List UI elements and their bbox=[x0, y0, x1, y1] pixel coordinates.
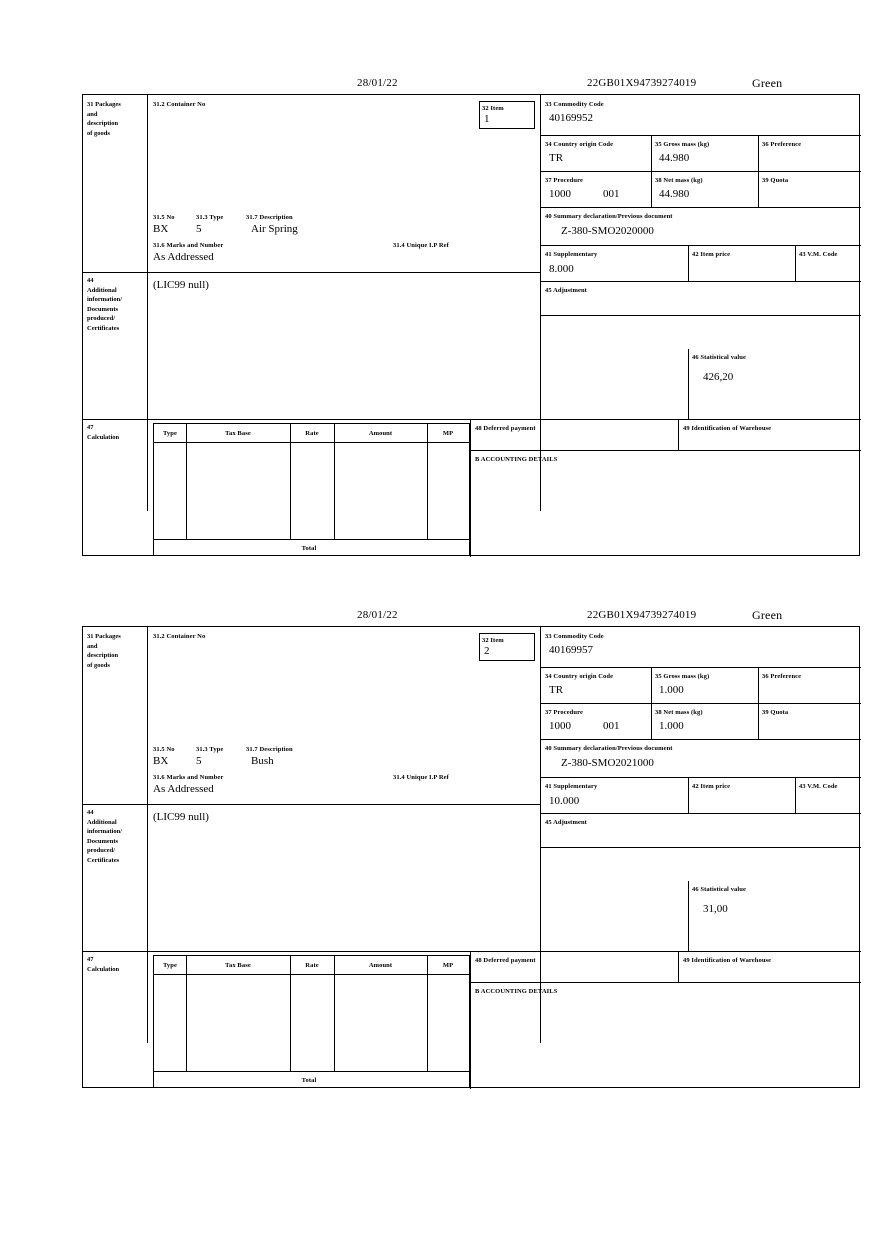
field-32-value-2[interactable]: 2 bbox=[484, 645, 490, 657]
field-48-label: 48 Deferred payment bbox=[475, 425, 536, 432]
calc-col-div-1-2 bbox=[186, 956, 187, 1071]
field-47-label-2: 47 Calculation bbox=[87, 956, 120, 973]
field-31-6-value-2[interactable]: As Addressed bbox=[153, 783, 214, 795]
field-32-value[interactable]: 1 bbox=[484, 113, 490, 125]
field-34-value[interactable]: TR bbox=[549, 152, 564, 164]
field-31-5-label-2: 31.5 No bbox=[153, 746, 175, 753]
field-31-5-value[interactable]: BX bbox=[153, 223, 169, 235]
field-31-5-label: 31.5 No bbox=[153, 214, 175, 221]
divider-left-column bbox=[147, 95, 148, 511]
field-39-label: 39 Quota bbox=[762, 177, 789, 184]
field-46-value[interactable]: 426,20 bbox=[703, 371, 734, 383]
field-34-value-2[interactable]: TR bbox=[549, 684, 564, 696]
divider-41-45-2 bbox=[540, 813, 861, 814]
divider-46-left bbox=[688, 349, 689, 419]
field-38-value-2[interactable]: 1.000 bbox=[659, 720, 684, 732]
calc-col-div-4-2 bbox=[427, 956, 428, 1071]
field-36-label: 36 Preference bbox=[762, 141, 802, 148]
field-31-6-label: 31.6 Marks and Number bbox=[153, 242, 224, 249]
calc-total-label: Total bbox=[301, 545, 317, 552]
calc-col-div-1 bbox=[186, 424, 187, 539]
calc-header-rate-2: Rate bbox=[305, 962, 319, 969]
divider-40-41-2 bbox=[540, 777, 861, 778]
divider-45-46-2 bbox=[540, 847, 861, 848]
field-31-2-value[interactable] bbox=[153, 111, 483, 125]
field-31-2-label: 31.2 Container No bbox=[153, 101, 206, 108]
calc-col-div-3-2 bbox=[334, 956, 335, 1071]
divider-dotted bbox=[540, 349, 541, 419]
divider-34-37-2 bbox=[540, 703, 861, 704]
field-31-4-label-2: 31.4 Unique I.P Ref bbox=[393, 774, 449, 781]
field-40-label: 40 Summary declaration/Previous document bbox=[545, 213, 673, 220]
divider-33-34-2 bbox=[540, 667, 861, 668]
field-44-label-2: 44 Additional information/ Documents produced/ Certificates bbox=[87, 809, 123, 864]
field-33-label-2: 33 Commodity Code bbox=[545, 633, 604, 640]
declaration-block-item-2 bbox=[82, 610, 862, 1088]
field-31-2-label-2: 31.2 Container No bbox=[153, 633, 206, 640]
field-33-value-2[interactable]: 40169957 bbox=[549, 644, 593, 656]
field-B-label: B ACCOUNTING DETAILS bbox=[475, 456, 558, 463]
form-header bbox=[82, 78, 862, 94]
field-42-label-2: 42 Item price bbox=[692, 783, 731, 790]
field-34-label: 34 Country origin Code bbox=[545, 141, 614, 148]
field-39-label-2: 39 Quota bbox=[762, 709, 789, 716]
field-37-value[interactable]: 1000 bbox=[549, 188, 571, 200]
divider-41-42 bbox=[688, 245, 689, 281]
divider-33-34 bbox=[540, 135, 861, 136]
field-31-label: 31 Packages and description of goods bbox=[87, 101, 121, 137]
divider-46-left-2 bbox=[688, 881, 689, 951]
field-43-label: 43 V.M. Code bbox=[799, 251, 838, 258]
field-31-3-label: 31.3 Type bbox=[196, 214, 224, 221]
calc-col-div-2-2 bbox=[290, 956, 291, 1071]
field-41-value-2[interactable]: 10.000 bbox=[549, 795, 580, 807]
field-42-label: 42 Item price bbox=[692, 251, 731, 258]
divider-field-31-44 bbox=[83, 272, 540, 273]
field-31-7-value[interactable]: Air Spring bbox=[251, 223, 298, 235]
field-49-label: 49 Identification of Warehouse bbox=[683, 425, 772, 432]
calc-header-type: Type bbox=[162, 430, 177, 437]
declaration-block-item-1 bbox=[82, 78, 862, 556]
divider-47-48-2 bbox=[470, 951, 471, 1089]
calc-header-rate: Rate bbox=[305, 430, 319, 437]
field-33-label: 33 Commodity Code bbox=[545, 101, 604, 108]
field-37-value-2[interactable]: 1000 bbox=[549, 720, 571, 732]
copy-colour-label-2: Green bbox=[752, 608, 783, 622]
field-36-label-2: 36 Preference bbox=[762, 673, 802, 680]
divider-47-48 bbox=[470, 419, 471, 557]
declaration-grid bbox=[82, 94, 860, 556]
divider-42-43-2 bbox=[795, 777, 796, 813]
field-31-label-2: 31 Packages and description of goods bbox=[87, 633, 121, 669]
declaration-date-2: 28/01/22 bbox=[357, 609, 398, 621]
field-35-value[interactable]: 44.980 bbox=[659, 152, 690, 164]
field-38-label: 38 Net mass (kg) bbox=[655, 177, 703, 184]
field-46-value-2[interactable]: 31,00 bbox=[703, 903, 728, 915]
field-44-value[interactable]: (LIC99 null) bbox=[153, 279, 209, 291]
calc-col-div-4 bbox=[427, 424, 428, 539]
form-header-2 bbox=[82, 610, 862, 626]
field-40-value-2[interactable]: Z-380-SMO2021000 bbox=[561, 757, 654, 769]
field-31-6-value[interactable]: As Addressed bbox=[153, 251, 214, 263]
divider-42-43 bbox=[795, 245, 796, 281]
calc-col-div-3 bbox=[334, 424, 335, 539]
field-31-3-value[interactable]: 5 bbox=[196, 223, 202, 235]
calc-header-type-2: Type bbox=[162, 962, 177, 969]
field-47-label: 47 Calculation bbox=[87, 424, 120, 441]
field-43-label-2: 43 V.M. Code bbox=[799, 783, 838, 790]
field-48-label-2: 48 Deferred payment bbox=[475, 957, 536, 964]
field-44-label: 44 Additional information/ Documents produced/ Certificates bbox=[87, 277, 123, 332]
field-44-value-2[interactable]: (LIC99 null) bbox=[153, 811, 209, 823]
field-32-label: 32 Item bbox=[482, 105, 504, 112]
field-34-label-2: 34 Country origin Code bbox=[545, 673, 614, 680]
divider-37-40-2 bbox=[540, 739, 861, 740]
movement-reference-number: 22GB01X94739274019 bbox=[587, 77, 697, 89]
field-40-value[interactable]: Z-380-SMO2020000 bbox=[561, 225, 654, 237]
field-32-item-box-2 bbox=[479, 633, 535, 661]
divider-48-49 bbox=[678, 419, 679, 450]
divider-48-B-2 bbox=[470, 982, 861, 983]
field-31-4-label: 31.4 Unique I.P Ref bbox=[393, 242, 449, 249]
field-41-label-2: 41 Supplementary bbox=[545, 783, 598, 790]
field-31-5-value-2[interactable]: BX bbox=[153, 755, 169, 767]
field-B-label-2: B ACCOUNTING DETAILS bbox=[475, 988, 558, 995]
field-45-label: 45 Adjustment bbox=[545, 287, 587, 294]
field-31-7-label: 31.7 Description bbox=[246, 214, 293, 221]
divider-37-40 bbox=[540, 207, 861, 208]
divider-right-column-2 bbox=[540, 627, 541, 1043]
calc-total-divider-2 bbox=[154, 1071, 469, 1072]
divider-41-42-2 bbox=[688, 777, 689, 813]
divider-left-column-2 bbox=[147, 627, 148, 1043]
field-32-label-2: 32 Item bbox=[482, 637, 504, 644]
field-37-label: 37 Procedure bbox=[545, 177, 583, 184]
divider-field-31-44-2 bbox=[83, 804, 540, 805]
field-31-7-value-2[interactable]: Bush bbox=[251, 755, 274, 767]
divider-40-41 bbox=[540, 245, 861, 246]
field-33-value[interactable]: 40169952 bbox=[549, 112, 593, 124]
divider-48-B bbox=[470, 450, 861, 451]
field-45-label-2: 45 Adjustment bbox=[545, 819, 587, 826]
field-41-label: 41 Supplementary bbox=[545, 251, 598, 258]
calc-header-tax-base: Tax Base bbox=[225, 430, 251, 437]
divider-dotted-2 bbox=[540, 881, 541, 951]
movement-reference-number-2: 22GB01X94739274019 bbox=[587, 609, 697, 621]
field-35-label: 35 Gross mass (kg) bbox=[655, 141, 710, 148]
field-49-label-2: 49 Identification of Warehouse bbox=[683, 957, 772, 964]
field-37-value-2[interactable]: 001 bbox=[603, 188, 620, 200]
field-38-label-2: 38 Net mass (kg) bbox=[655, 709, 703, 716]
declaration-date: 28/01/22 bbox=[357, 77, 398, 89]
field-31-6-label-2: 31.6 Marks and Number bbox=[153, 774, 224, 781]
field-31-7-label-2: 31.7 Description bbox=[246, 746, 293, 753]
field-38-value[interactable]: 44.980 bbox=[659, 188, 690, 200]
divider-34-37 bbox=[540, 171, 861, 172]
divider-45-46 bbox=[540, 315, 861, 316]
field-35-label-2: 35 Gross mass (kg) bbox=[655, 673, 710, 680]
divider-right-column bbox=[540, 95, 541, 511]
field-31-3-value-2[interactable]: 5 bbox=[196, 755, 202, 767]
divider-41-45 bbox=[540, 281, 861, 282]
calc-total-divider bbox=[154, 539, 469, 540]
field-37-value-2b[interactable]: 001 bbox=[603, 720, 620, 732]
calc-total-label-2: Total bbox=[301, 1077, 317, 1084]
calc-header-tax-base-2: Tax Base bbox=[225, 962, 251, 969]
calculation-table-2 bbox=[153, 955, 470, 1088]
field-31-2-value-2[interactable] bbox=[153, 643, 483, 657]
field-41-value[interactable]: 8.000 bbox=[549, 263, 574, 275]
divider-48-49-2 bbox=[678, 951, 679, 982]
calc-header-amount-2: Amount bbox=[368, 962, 393, 969]
field-35-value-2[interactable]: 1.000 bbox=[659, 684, 684, 696]
calc-header-amount: Amount bbox=[368, 430, 393, 437]
calc-header-mp-2: MP bbox=[442, 962, 454, 969]
field-37-label-2: 37 Procedure bbox=[545, 709, 583, 716]
calculation-table bbox=[153, 423, 470, 556]
calc-header-mp: MP bbox=[442, 430, 454, 437]
copy-colour-label: Green bbox=[752, 76, 783, 90]
calc-header-divider bbox=[154, 442, 469, 443]
calc-header-divider-2 bbox=[154, 974, 469, 975]
field-46-label: 46 Statistical value bbox=[692, 354, 746, 361]
divider-above-47 bbox=[83, 419, 861, 420]
field-46-label-2: 46 Statistical value bbox=[692, 886, 746, 893]
divider-above-47-2 bbox=[83, 951, 861, 952]
field-32-item-box bbox=[479, 101, 535, 129]
calc-col-div-2 bbox=[290, 424, 291, 539]
field-40-label-2: 40 Summary declaration/Previous document bbox=[545, 745, 673, 752]
field-31-3-label-2: 31.3 Type bbox=[196, 746, 224, 753]
declaration-grid-2 bbox=[82, 626, 860, 1088]
